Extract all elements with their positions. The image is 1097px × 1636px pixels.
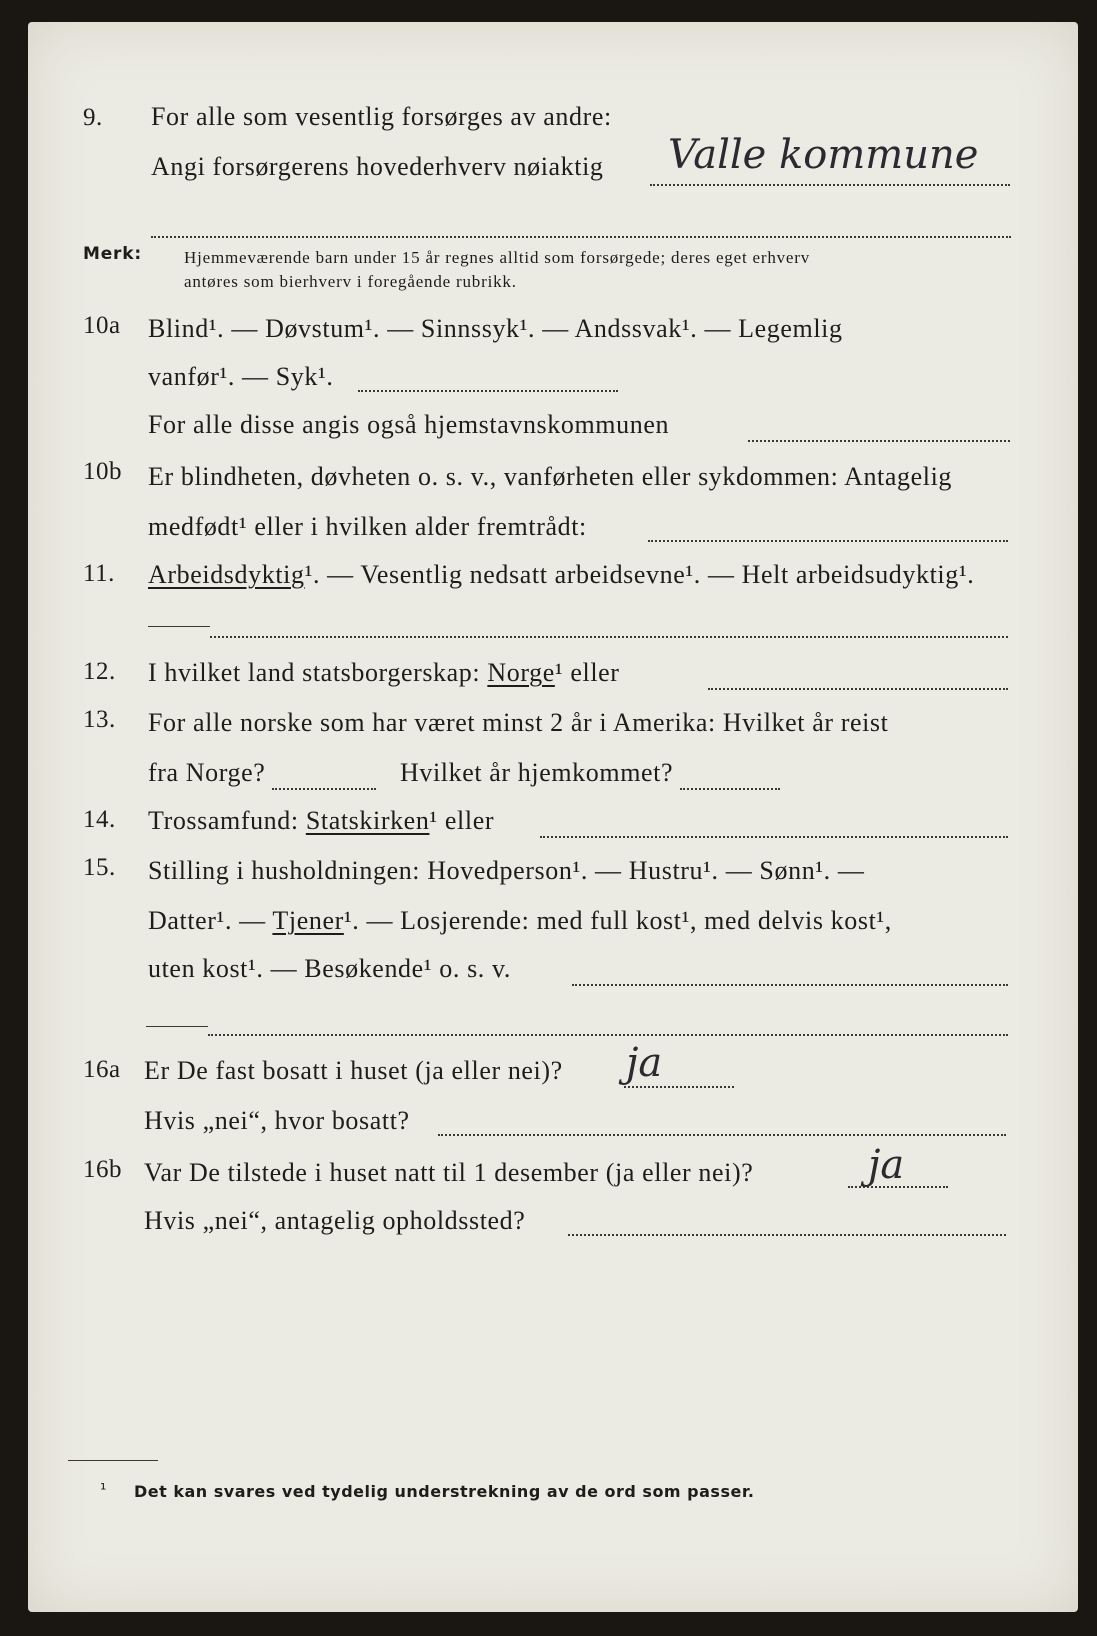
q16b-answer-line	[848, 1186, 948, 1188]
q13-reist-line	[272, 788, 376, 790]
q15-line1: Stilling i husholdningen: Hovedperson¹. — Hustru¹. — Sønn¹. —	[148, 856, 865, 885]
q13-line2a: fra Norge?	[148, 758, 266, 787]
q11-underlined-arbeidsdyktig: Arbeidsdyktig	[148, 560, 305, 589]
q11-text	[148, 560, 974, 590]
merk-line2: antøres som bierhverv i foregående rubrikk.	[184, 272, 517, 291]
q10b-line1: Er blindheten, døvheten o. s. v., vanførheten eller sykdommen: Antagelig	[148, 462, 952, 491]
q13-hjemkommet-line	[680, 788, 780, 790]
q10a-number: 10a	[83, 312, 121, 339]
q16a-line2: Hvis „nei“, hvor bosatt?	[144, 1106, 410, 1135]
q10a-hjemstavn-line	[748, 440, 1010, 442]
q14-answer-line	[540, 836, 1008, 838]
q13-number: 13.	[83, 706, 116, 733]
q16b-line2: Hvis „nei“, antagelig opholdssted?	[144, 1206, 526, 1235]
q12-post: ¹ eller	[554, 658, 620, 687]
q15-line3: uten kost¹. — Besøkende¹ o. s. v.	[148, 954, 512, 983]
q10b-number: 10b	[83, 458, 122, 485]
q16b-handwritten-answer: ja	[868, 1142, 905, 1188]
q13-line2b: Hvilket år hjemkommet?	[400, 758, 674, 787]
q12-pre: I hvilket land statsborgerskap:	[148, 658, 481, 687]
q11-short-line	[148, 626, 210, 627]
q9-line1: For alle som vesentlig forsørges av andre:	[151, 102, 612, 131]
q14-pre: Trossamfund:	[148, 806, 299, 835]
q10a-line1: Blind¹. — Døvstum¹. — Sinnssyk¹. — Andssvak¹. — Legemlig	[148, 314, 843, 343]
q10b-line2: medfødt¹ eller i hvilken alder fremtrådt:	[148, 512, 587, 541]
merk-line1: Hjemmeværende barn under 15 år regnes alltid som forsørgede; deres eget erhverv	[184, 248, 811, 267]
q15-underlined-tjener: Tjener	[272, 906, 344, 935]
q14-text	[148, 806, 494, 836]
footnote-rule	[68, 1460, 158, 1461]
q14-post: ¹ eller	[429, 806, 495, 835]
q16a-handwritten-answer: ja	[626, 1040, 663, 1086]
footnote-mark: ¹	[100, 1480, 107, 1499]
q10a-line2: vanfør¹. — Syk¹.	[148, 362, 334, 391]
q16a-answer-line	[624, 1086, 734, 1088]
q12-answer-line	[708, 688, 1008, 690]
q14-number: 14.	[83, 806, 116, 833]
q9-line2: Angi forsørgerens hovederhverv nøiaktig	[151, 152, 604, 181]
q15-short-line	[146, 1026, 208, 1027]
q10b-answer-line	[648, 540, 1008, 542]
q12-underlined-norge: Norge	[487, 658, 555, 687]
census-form-page	[28, 22, 1078, 1612]
q15-line2b: ¹. — Losjerende: med full kost¹, med delvis kost¹,	[343, 906, 892, 935]
footnote-text: Det kan svares ved tydelig understrekning av de ord som passer.	[134, 1482, 755, 1501]
q9-handwritten-answer: Valle kommune	[668, 132, 979, 178]
q9-number: 9.	[83, 104, 103, 131]
merk-label: Merk:	[83, 244, 142, 264]
q16b-line1: Var De tilstede i huset natt til 1 desember (ja eller nei)?	[144, 1158, 754, 1187]
q11-number: 11.	[83, 560, 115, 587]
q16a-line1: Er De fast bosatt i huset (ja eller nei)?	[144, 1056, 563, 1085]
q9-answer-line	[650, 184, 1010, 186]
q15-line2a: Datter¹. —	[148, 906, 266, 935]
q10a-line3: For alle disse angis også hjemstavnskommunen	[148, 410, 670, 439]
q15-line2	[148, 906, 892, 936]
q16a-number: 16a	[83, 1056, 121, 1083]
q11-rest: ¹. — Vesentlig nedsatt arbeidsevne¹. — Helt arbeidsudyktig¹.	[304, 560, 975, 589]
q15-answer-line	[572, 984, 1008, 986]
q14-underlined-statskirken: Statskirken	[305, 806, 430, 835]
q12-number: 12.	[83, 658, 116, 685]
q15-extra-line	[208, 1034, 1008, 1036]
q16b-opholdssted-line	[568, 1234, 1006, 1236]
q10a-answer-line	[358, 390, 618, 392]
q9-extra-line	[151, 236, 1011, 238]
q11-answer-line	[210, 636, 1008, 638]
q13-line1: For alle norske som har været minst 2 år i Amerika: Hvilket år reist	[148, 708, 889, 737]
q15-number: 15.	[83, 854, 116, 881]
q16b-number: 16b	[83, 1156, 122, 1183]
q16a-bosatt-line	[438, 1134, 1006, 1136]
q12-text	[148, 658, 620, 688]
